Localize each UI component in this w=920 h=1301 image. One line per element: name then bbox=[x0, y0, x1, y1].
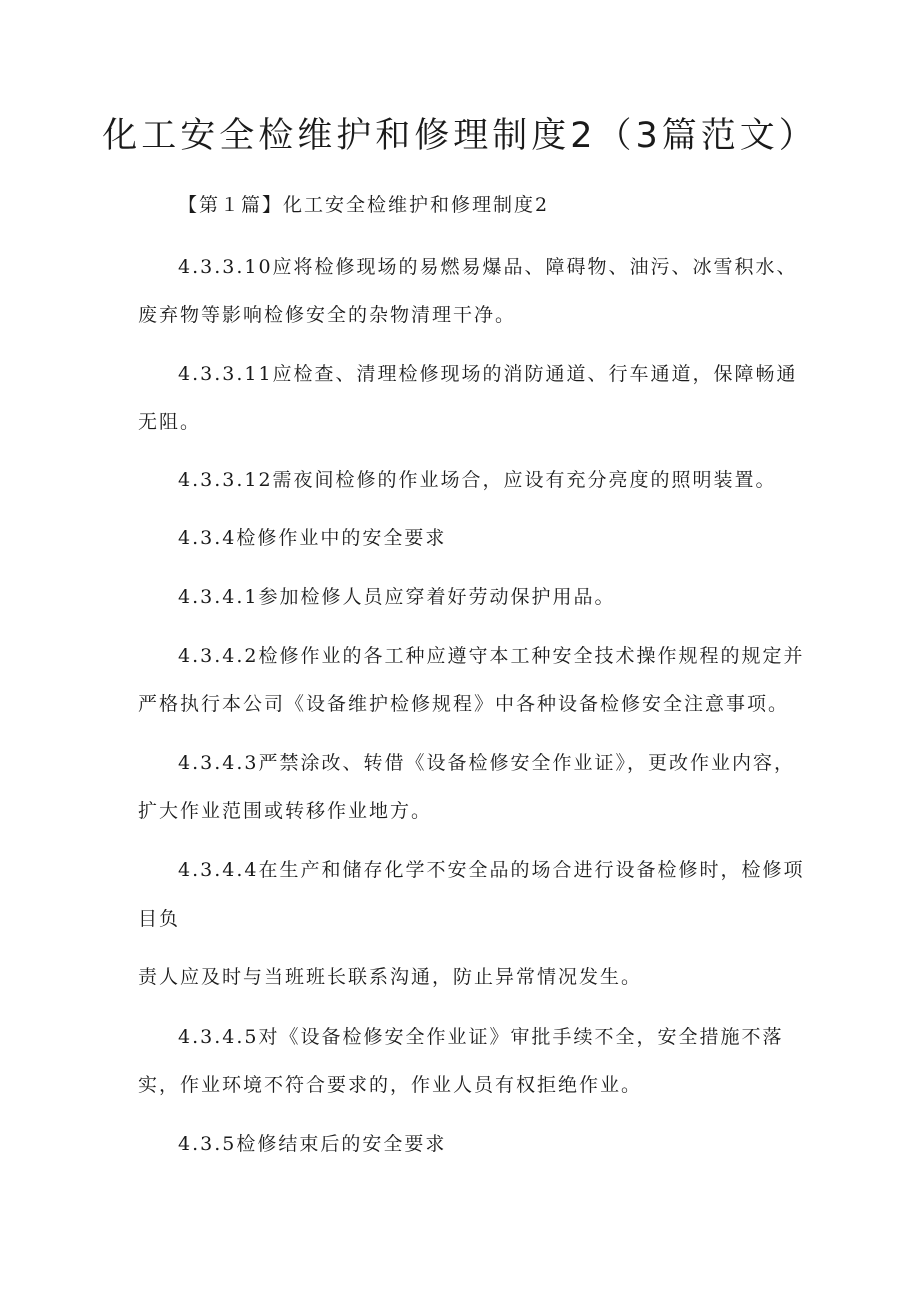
paragraph-line: 4.3.3.10应将检修现场的易燃易爆品、障碍物、油污、冰雪积水、 bbox=[178, 256, 798, 278]
paragraph-line: 4.3.3.12需夜间检修的作业场合，应设有充分亮度的照明装置。 bbox=[178, 469, 777, 491]
paragraph-line: 4.3.4.3严禁涂改、转借《设备检修安全作业证》，更改作业内容， bbox=[178, 752, 795, 774]
paragraph-line: 4.3.4.4在生产和储存化学不安全品的场合进行设备检修时，检修项 bbox=[178, 859, 805, 881]
document-title: 化工安全检维护和修理制度2（3篇范文） bbox=[102, 116, 818, 156]
subsection-heading: 4.3.4检修作业中的安全要求 bbox=[178, 527, 447, 549]
paragraph-line: 4.3.4.5对《设备检修安全作业证》审批手续不全，安全措施不落 bbox=[178, 1026, 784, 1048]
paragraph-line: 责人应及时与当班班长联系沟通，防止异常情况发生。 bbox=[138, 966, 643, 988]
paragraph-line: 无阻。 bbox=[138, 411, 202, 433]
paragraph-line: 4.3.3.11应检查、清理检修现场的消防通道、行车通道，保障畅通 bbox=[178, 363, 798, 385]
paragraph-line: 目负 bbox=[138, 908, 181, 930]
paragraph-line: 扩大作业范围或转移作业地方。 bbox=[138, 800, 433, 822]
paragraph-line: 废弃物等影响检修安全的杂物清理干净。 bbox=[138, 304, 517, 326]
paragraph-line: 4.3.4.2检修作业的各工种应遵守本工种安全技术操作规程的规定并 bbox=[178, 645, 805, 667]
subsection-heading: 4.3.5检修结束后的安全要求 bbox=[178, 1133, 447, 1155]
paragraph-line: 4.3.4.1参加检修人员应穿着好劳动保护用品。 bbox=[178, 586, 616, 608]
paragraph-line: 实，作业环境不符合要求的，作业人员有权拒绝作业。 bbox=[138, 1074, 643, 1096]
section-heading: 【第１篇】化工安全检维护和修理制度2 bbox=[178, 194, 550, 216]
paragraph-line: 严格执行本公司《设备维护检修规程》中各种设备检修安全注意事项。 bbox=[138, 693, 790, 715]
